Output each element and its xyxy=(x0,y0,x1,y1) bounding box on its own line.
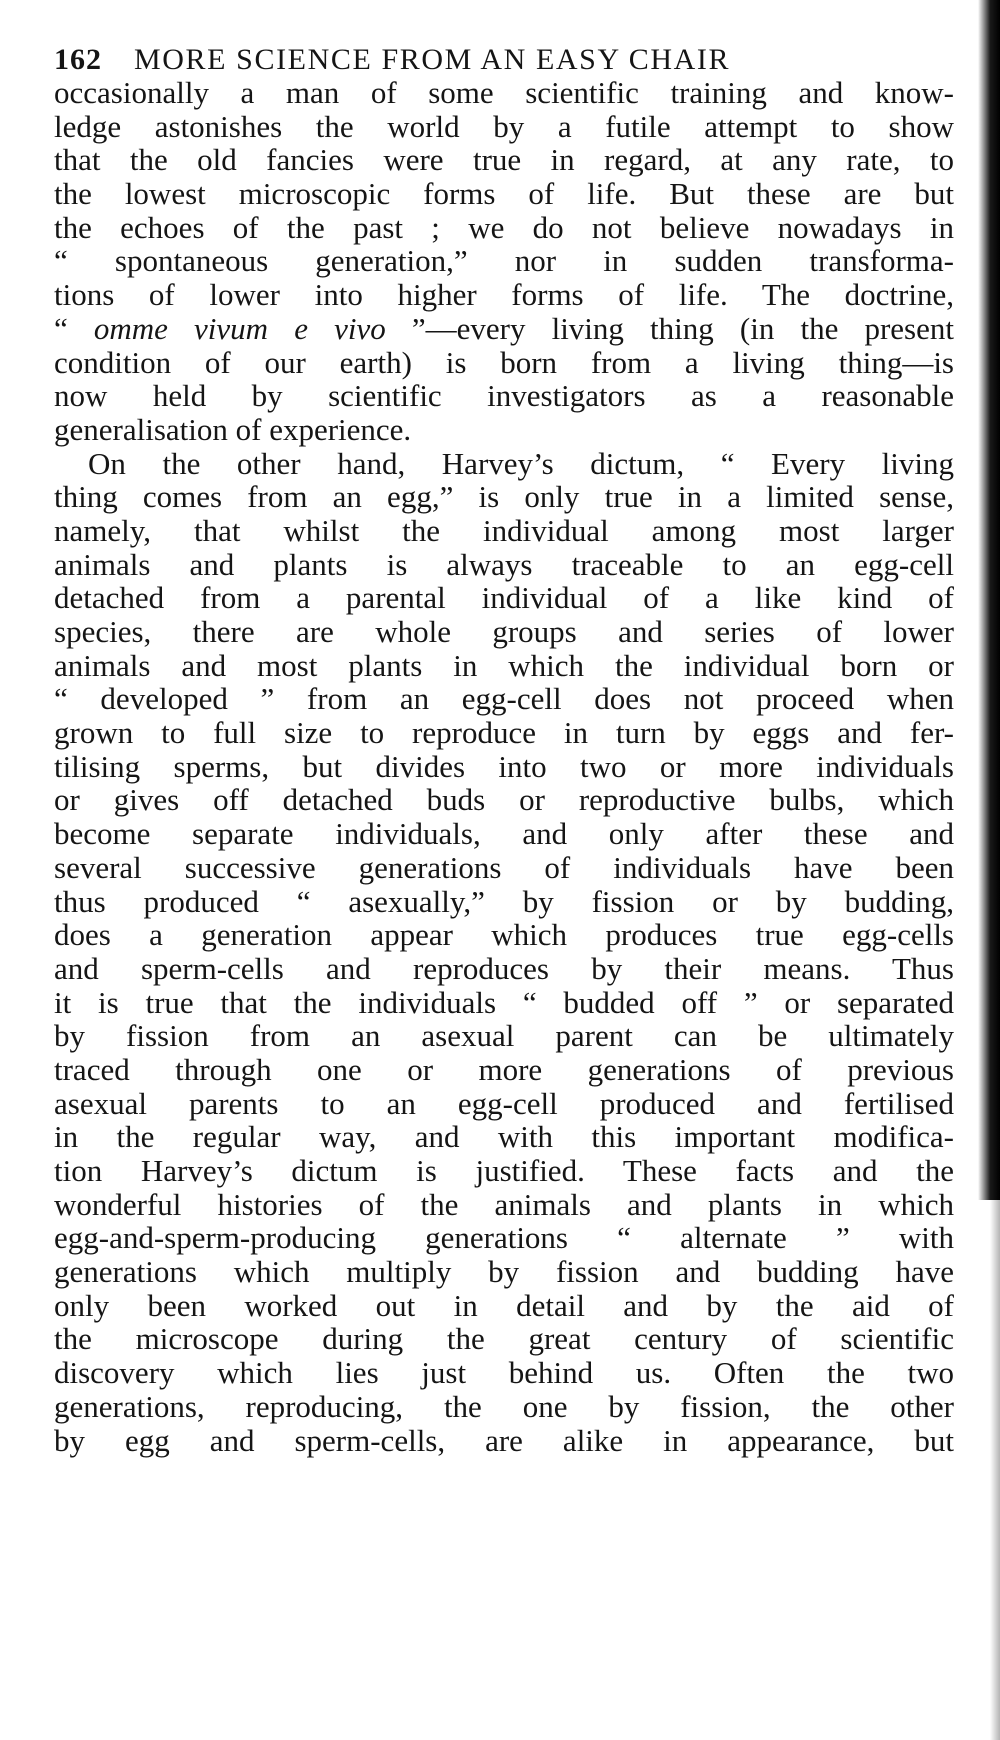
text-line: by fission from an asexual parent can be ultimately xyxy=(54,1018,954,1054)
binding-gutter-shadow xyxy=(978,0,1000,1200)
text-line: condition of our earth) is born from a living thing—is xyxy=(54,344,954,380)
text-line: asexual parents to an egg-cell produced and fertilised xyxy=(54,1085,954,1121)
text-line: the microscope during the great century of scientific xyxy=(54,1321,954,1357)
text-line: namely, that whilst the individual among most larger xyxy=(54,512,954,548)
text-line: ledge astonishes the world by a futile attempt to show xyxy=(54,108,954,144)
text-line-pre: “ xyxy=(54,310,94,346)
latin-phrase: omme vivum e vivo xyxy=(93,310,386,346)
text-line: “ developed ” from an egg-cell does not proceed when xyxy=(54,681,954,717)
text-line: only been worked out in detail and by the aid of xyxy=(54,1287,954,1323)
binding-gutter-fade xyxy=(990,1200,1000,1740)
text-line: On the other hand, Harvey’s dictum, “ Every living xyxy=(88,445,954,481)
text-line: thus produced “ asexually,” by fission or by budding, xyxy=(54,883,954,919)
text-line: species, there are whole groups and series of lower xyxy=(54,614,954,649)
text-line: generations, reproducing, the one by fission, the other xyxy=(54,1388,954,1424)
text-line: tions of lower into higher forms of life. The doctrine, xyxy=(54,277,954,313)
book-page xyxy=(54,40,954,1457)
text-line: tion Harvey’s dictum is justified. These facts and the xyxy=(54,1153,954,1188)
text-line: generalisation of experience. xyxy=(54,411,412,447)
text-line: egg-and-sperm-producing generations “ alternate ” with xyxy=(54,1220,954,1256)
text-line: tilising sperms, but divides into two or more individuals xyxy=(54,748,954,784)
text-line: in the regular way, and with this important modifica- xyxy=(54,1119,954,1155)
text-line: detached from a parental individual of a like kind of xyxy=(54,580,954,616)
text-line: grown to full size to reproduce in turn by eggs and fer- xyxy=(54,715,954,751)
text-line: does a generation appear which produces true egg-cells xyxy=(54,917,954,953)
text-line: wonderful histories of the animals and plants in which xyxy=(54,1186,954,1222)
text-line: by egg and sperm-cells, are alike in appearance, but xyxy=(54,1422,954,1458)
text-line: generations which multiply by fission and budding have xyxy=(54,1254,954,1290)
text-line: the echoes of the past ; we do not believe nowadays in xyxy=(54,209,954,245)
text-line: discovery which lies just behind us. Often the two xyxy=(54,1355,954,1391)
text-line: “ spontaneous generation,” nor in sudden transforma- xyxy=(54,243,954,279)
text-line: several successive generations of individuals have been xyxy=(54,849,954,885)
text-line: the lowest microscopic forms of life. But these are but xyxy=(54,176,954,212)
text-line: and sperm-cells and reproduces by their means. Thus xyxy=(54,950,954,986)
text-line: it is true that the individuals “ budded off ” or separated xyxy=(54,984,954,1020)
page-number: 162 xyxy=(54,43,102,76)
text-line: now held by scientific investigators as a reasonable xyxy=(54,378,954,414)
running-title: MORE SCIENCE FROM AN EASY CHAIR xyxy=(134,43,731,76)
text-line: become separate individuals, and only after these and xyxy=(54,816,954,852)
page-header xyxy=(54,40,954,80)
body-text xyxy=(54,76,954,1457)
text-line: animals and plants is always traceable to an egg-cell xyxy=(54,546,954,582)
text-line xyxy=(54,312,954,346)
text-line: animals and most plants in which the individual born or xyxy=(54,647,954,683)
text-line: occasionally a man of some scientific training and know- xyxy=(54,75,954,110)
text-line: or gives off detached buds or reproductive bulbs, which xyxy=(54,782,954,818)
text-line: that the old fancies were true in regard, at any rate, to xyxy=(54,142,954,178)
text-line: thing comes from an egg,” is only true in a limited sense, xyxy=(54,479,954,515)
text-line-post: ”—every living thing (in the present xyxy=(385,310,954,346)
text-line: traced through one or more generations of previous xyxy=(54,1051,954,1087)
